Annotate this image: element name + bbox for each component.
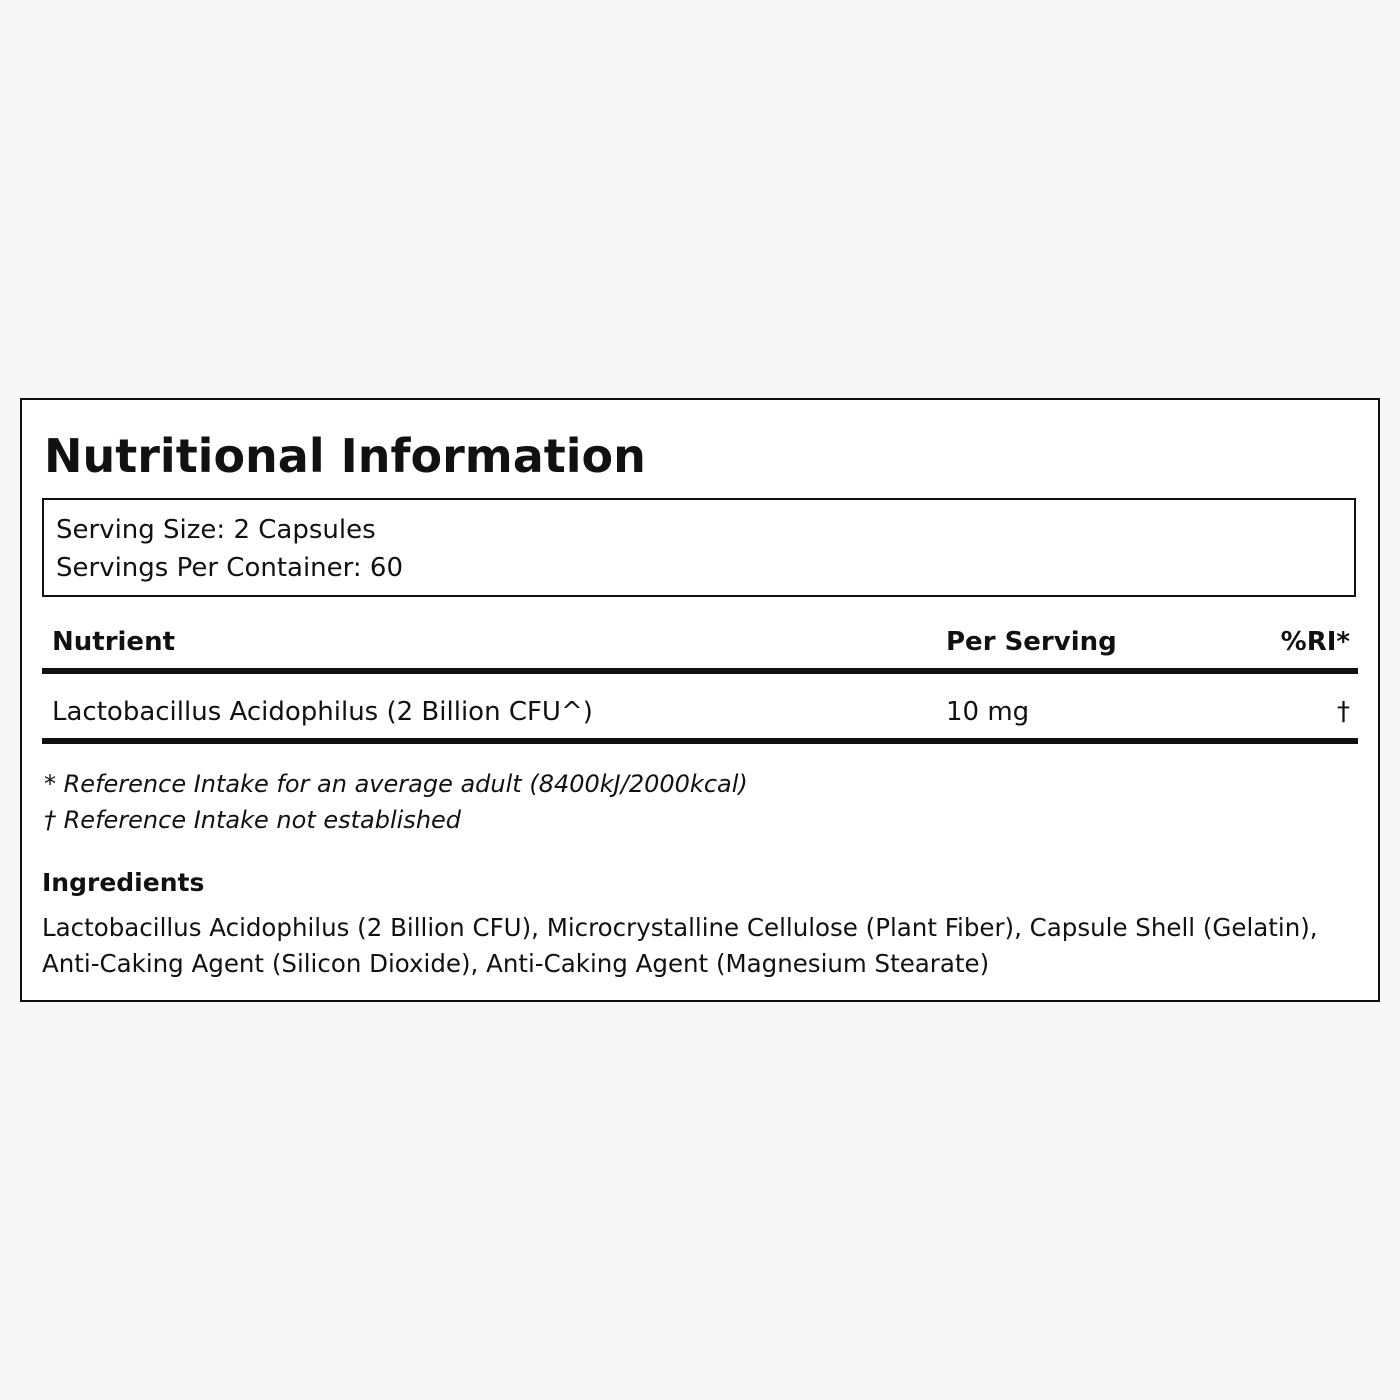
header-divider (42, 668, 1358, 674)
serving-size: Serving Size: 2 Capsules (56, 515, 376, 545)
column-header-nutrient: Nutrient (52, 627, 176, 657)
label-title: Nutritional Information (44, 429, 646, 483)
servings-per-container: Servings Per Container: 60 (56, 553, 404, 583)
serving-info-box (42, 498, 1356, 597)
column-header-per-serving: Per Serving (946, 627, 1117, 657)
footnote-not-established: † Reference Intake not established (44, 806, 462, 834)
nutrition-label-panel (20, 398, 1380, 1002)
column-header-ri: %RI* (1280, 627, 1350, 657)
footnote-reference-intake: * Reference Intake for an average adult (8400kJ/2000kcal) (44, 770, 748, 798)
table-row-ri: † (1337, 697, 1350, 727)
table-row-nutrient: Lactobacillus Acidophilus (2 Billion CFU^) (52, 697, 593, 727)
table-row-per-serving: 10 mg (946, 697, 1030, 727)
ingredients-heading: Ingredients (42, 868, 205, 897)
ingredients-text: Lactobacillus Acidophilus (2 Billion CFU), Microcrystalline Cellulose (Plant Fiber), Capsule Shell (Gelatin), Anti-Caking Agent (Silicon Dioxide), Anti-Caking Agent (Magnesium Stearate) (42, 913, 1318, 978)
table-bottom-divider (42, 738, 1358, 744)
